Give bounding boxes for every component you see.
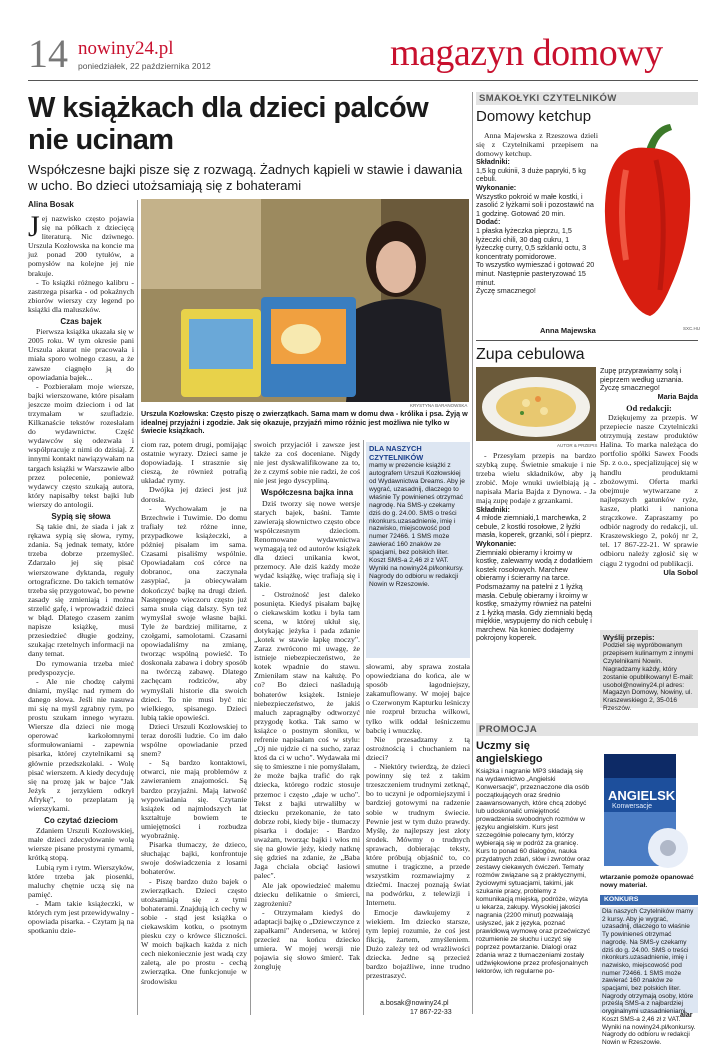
col4-p4: Emocje dawkujemy z wiekiem. Im dziecko starsze, tym lepiej rozumie, że coś jest fikcją, żartem, zmyśleniem. Dużo zależy też od wrażliwości dziecka. Jedne są przecież bardzo bojaźliwe, inne trudno przestraszyć. (366, 907, 470, 981)
col4-p3: - Niektóry twierdzą, że dzieci powinny się też z takim trzeszczeniem trudnymi zetknąć, bo to uczyni je odporniejszymi i bardziej gotowymi na radzenie sobie w trudnym świecie. Pewnie jest w tym dużo prawdy. Myślę, że najlepszy jest złoty środek. Mówmy o trudnych sprawach, dobierając teksty, które próbują objaśnić to, co smutne i tragiczne, a przede wszystkim rozmawiajmy z dziećmi. Inaczej poznają świat na podwórku, z telewizji i Internetu. (366, 762, 470, 908)
article-column-4 (366, 662, 470, 997)
ketchup-signature: Anna Majewska (540, 326, 596, 335)
page-number: 14 (28, 31, 68, 76)
col2-p1: ciom raz, potem drugi, pomijając ostatnie wyrazy. Dzieci same je dopowiadają. I strasznie się cieszą, że również potrafią układać rymy. (141, 440, 247, 486)
soup-ingredients-label: Składniki: (476, 504, 510, 514)
col-divider-1 (137, 200, 138, 1015)
promo-title: Uczmy się angielskiego (476, 740, 543, 765)
soup-signature: Maria Bajda (657, 391, 698, 401)
col-divider-2 (250, 440, 251, 1015)
ketchup-prep: Wszystko pokroić w małe kostki, i zasolić 2 łyżkami soli i pozostawić na 1 godzinę. Gotować 20 min. (476, 191, 594, 218)
col3-p4: Ale jak opowiedzieć małemu dziecku delikatnie o śmierci, zagrożeniu? (254, 880, 360, 908)
promo-section-label: PROMOCJA (476, 723, 698, 736)
book-title: ANGIELSKI (608, 788, 679, 803)
ketchup-wish: Życzę smacznego! (476, 286, 536, 296)
promo-signature: alar (680, 1012, 693, 1019)
col1-p3: Są takie dni, że siada i jak z rękawa sypią się słowa, rymy, zdania. Są jednak tematy, które trzeba dobrze przemyśleć. Zdarzało jej się pisać wierszowane dyktanda, reguły ortograficzne. Do takich tematów trzeba się przygotować, bo pewne zasady się zmieniają i można strzelić gafę, i wprowadzić dzieci w błąd. Dlatego czasem zanim napisze książkę, musi przesiedzieć długie godziny, szukając rzetelnych informacji na dany temat. (28, 522, 134, 659)
article-column-2 (141, 440, 247, 1015)
promo-text-2: wtarzanie pomoże opanować nowy materiał. (600, 874, 694, 889)
author-phone: 17 867-22-33 (410, 1009, 452, 1016)
book-subtitle: Konwersacje (612, 803, 653, 810)
ketchup-photo-credit: SXC.HU (683, 326, 701, 331)
author: Alina Bosak (28, 200, 74, 209)
ketchup-intro: Anna Majewska z Rzeszowa dzieli się z Czytelnikami przepisem na domowy ketchup. (476, 131, 598, 159)
pepper-illustration (596, 120, 700, 320)
col2-p6: Pisarka tłumaczy, że dzieco, słuchając bajki, konfrontuje swoje doświadczenia z losami bohaterów. (141, 840, 247, 877)
col4-p2: Nie przesadzamy z tą ostrożnością i chuchaniem na dzieci? (366, 734, 470, 762)
editor-note (600, 404, 698, 577)
section-title-part2: domowy (532, 32, 663, 74)
soup-intro: - Przesyłam przepis na bardzo szybką zupę. Świetnie smakuje i nie trzeba wielu składników, aby ją zrobić. Moje wnuki uwielbiają ją - napisała Maria Bajda z Dynowa. - Ja mają zupę podaje z grzankami. (476, 451, 596, 506)
col1-p7: Lubią rym i rytm. Wierszyków, które trzeba jak piosenki, maluchy chętnie uczą się na pamięć. (28, 862, 134, 899)
soup-closing-text: Zupę przyprawiamy solą i pieprzem według uznania. Życzę smacznego! (600, 366, 684, 393)
ketchup-section-label: SMAKOŁYKI CZYTELNIKÓW (476, 92, 698, 105)
subhead-1: Czas bajek (60, 317, 102, 327)
author-email: a.bosak@nowiny24.pl (380, 1000, 449, 1007)
col4-p1: słowami, aby sprawa została opowiedziana do końca, ale w sposób łagodniejszy, zakamuflowany. W mojej bajce o Czerwonym Kapturku leśniczy nie rozpruł brzucha wilkowi, tylko wilk oddał leśniczemu babcię i wnuczkę. (366, 662, 470, 735)
col3-p2: Dziś tworzy się nowe wersje starych bajek, baśni. Tamte zawierają słownictwo często obce współczesnym dzieciom. Renomowane wydawnictwa wymagają też od autorów książek dla dzieci unikania kwot, przemocy. Ale dziś każdy może wydać książkę, więc trafiają się i takie. (254, 498, 360, 590)
editor-title: Od redakcji: (626, 404, 672, 413)
col3-p1: swoich przyjaciół i zawsze jest także za coś doceniane. Nigdy nie jest dyskwalifikowane za to, że z czymś sobie nie radzi, że coś nie jest jego dyscypliną. (254, 440, 360, 486)
ketchup-prep-label: Wykonanie: (476, 183, 517, 193)
col1-p1: Pierwsza książka ukazała się w 2005 roku. W tym okresie pani Urszula akurat nie pracowała i miała sporo wolnego czasu, a że zawsze ciągnęło ją do opowiadania bajek... (28, 327, 134, 382)
site-name: nowiny24.pl (78, 38, 174, 59)
article-column-3 (254, 440, 360, 1015)
soup-illustration (476, 367, 596, 441)
contest-title: DLA NASZYCH CZYTELNIKÓW (369, 444, 424, 462)
editor-text: Dziękujemy za przepis. W przepiecie nasze Czytelniczki otrzymują zestaw produktów Halina. To marka należąca do portfolio spółki Sawex Foods Sp. z o.o., specjalizującej się w handlu produktami zbożowymi. Oferta marki obejmuje wytwarzane z najlepszych gatunków ryże, kasze, płatki i naniona strączkowe. Zapraszamy po odbiór nagrody do redakcji, ul. Kraszewskiego 2, pokój nr 2, tel. 17 867-22-21. W sprawie odbioru należy zgłosić się w ciągu 2 tygodni od publikacji. (600, 413, 698, 568)
col1-p6: Zdaniem Urszuli Kozłowskiej, małe dzieci zdecydowanie wolą wiersze pisane prostymi rymami, krótką stopą. (28, 826, 134, 863)
send-recipe-title: Wyślij przepis: (603, 633, 655, 642)
issue-date: poniedziałek, 22 października 2012 (78, 61, 211, 71)
send-recipe-text: Podziel się wypróbowanym przepisem kulinarnym z innymi Czytelnikami Nowin. Nagradzamy każdy, który zostanie opublikowany! E-mail: usobol@nowiny24.pl adres: Magazyn Domowy, Nowiny, ul. Kraszewskiego 2, 35-016 Rzeszów. (603, 642, 694, 713)
contest-box (366, 442, 470, 658)
header-rule (28, 80, 698, 81)
article-column-1 (28, 210, 134, 1014)
book-illustration (602, 752, 698, 872)
lead: Współczesne bajki pisze się z rozwagą. Żadnych kąpieli w stawie i dawania w ucho. Bo dzieci utożsamiają się z bohaterami (28, 162, 463, 193)
soup-recipe (476, 506, 596, 644)
book-cover-image (602, 752, 698, 872)
pepper-image (596, 120, 700, 320)
subhead-4: Współczesna bajka inna (260, 488, 354, 498)
soup-image (476, 367, 596, 441)
col2-p5: - Są bardzo kontaktowi, otwarci, nie mają problemów z zawieraniem znajomości. Są bardzo przyjaźni. Mają łatwość wypowiadania się. Czytanie książek od najmłodszych lat kształtuje bowiem te umiejętności i rozbudza wyobraźnię. (141, 758, 247, 841)
soup-rule (476, 340, 698, 341)
soup-ingredients: 4 młode ziemniaki,1 marchewka, 2 cebule, 2 kostki rosołowe, 2 łyżki masła, koperek, grzanki, sól i pieprz. (476, 513, 593, 540)
section-title (390, 33, 663, 73)
col1-p8: - Mam takie książeczki, w których rym jest przewidywalny - opowiada pisarka. - Czytam ją na spotkaniu dzie- (28, 898, 134, 936)
photo-illustration (141, 199, 469, 402)
col1-p5: - Ale nie chodzę całymi dniami, myśląc nad rymem do danego słowa. Jeśli nie nasuwa mi się na myśl zgrabny rym, po prostu szukam innego wyrazu. Wiersze dla dzieci nie mogą operować karkołomnymi sformułowaniami - zapewnia pisarka, której czytelnikami są głównie przedszkolaki. - Wolę pisać wierszem. A kiedy decyduję się na prozę jak w bajce "Jak Jeżyk z jerzykiem odkrył Afrykę", to przeplatam ją wierszykami. (28, 676, 134, 813)
editor-signature: Ula Sobol (663, 567, 698, 577)
col2-p4: Dzieci Urszuli Kozłowskiej to teraz dorośli ludzie. Co im dało wspólne opowiadanie przed snem? (141, 721, 247, 759)
soup-text (476, 451, 596, 719)
col1-p2: - Pozbierałam moje wiersze, bajki wierszowane, które pisałam jeszcze moim dzieciom i od lat trzymałam w szufladzie. Kilkanaście tekstów rozesłałam do wydawnictw. Część wydawców się odezwała i współpracuję z nimi do dzisiaj. Z innymi kontakt nawiązywałam na targach książki w Warszawie albo przez polecenie, ponieważ wydawcy często szukają autora, który napisałby tekst bajki lub wierszy do antologii. (28, 381, 134, 509)
promo-contest-label: KONKURS (600, 895, 698, 905)
contest-text: mamy w prezencie książki z autografem Urszuli Kozłowskiej od Wydawnictwa Dreams. Aby je wygrać, uzasadnij, dlaczego to właśnie Ty powinieneś otrzymać nagrodę. Na SMS-y czekamy dziś do g. 24.00. SMS o treści nkonkurs.uzasadnienie, imię i nazwisko, miejscowość pod numer 72466. 1 SMS może zawierać 160 znaków ze spacjami, bez polskich liter. Koszt SMS-a 2,46 zł z VAT. Wyniki na nowiny24.pl/konkursy. Nagrody do odbioru w redakcji Nowin w Rzeszowie. (369, 462, 465, 588)
soup-title: Zupa cebulowa (476, 346, 585, 363)
col3-p5: - Otrzymałam kiedyś do adaptacji bajkę o „Dziewczynce z zapałkami" Andersena, w której przecież na końcu dziecko umiera. W mojej wersji nie pojawia się słowo śmierć. Tak żongluję (254, 907, 360, 972)
ketchup-finish: To wszystko wymieszać i gotować 20 minut. Następnie pasteryzować 15 minut. (476, 260, 595, 287)
soup-photo-credit: AUTOR & PRZEPIS (557, 443, 598, 448)
col1-p4: Do rymowania trzeba mieć predyspozycje. (28, 658, 134, 677)
intro2-text: - To książki różnego kalibru - zastrzega pisarka - od pokaźnych zbiorów wierszy czy legend po książki dla maluszków. (28, 277, 134, 314)
ketchup-add: 1 płaska łyżeczka pieprzu, 1,5 łyżeczki chili, 30 dag cukru, 1 łyżeczkę curry, 0,5 szklanki octu, 3 koncentraty pomidorowe. (476, 226, 587, 261)
section-title-part1: magazyn (390, 32, 524, 74)
col3-p3: - Ostrożność jest daleko posunięta. Kiedyś pisałam bajkę o ciekawskim kotku i była tam scena, w której ukłuł się, dotykając jeżyka i pada zdanie „kotek w stawie łapkę moczy". Zaraz zwrócono mi uwagę, że istnieje niebezpieczeństwo, że kotek wpadnie do stawu. Zmieniłam staw na kałużę. Po co? Bo dzieci naśladują bohaterów książek. Istnieje niebezpieczeństwo, że jakiś maluch zapragnąłby odtworzyć przygodę kotka. Tak samo w książce o postnym słoniku, w refrenie napisałam coś w stylu: „Oj nie ujdzie ci na sucho, zaraz ktoś da ci w ucho". Wydawała mi się to śmieszne i nie pomyślałam, że może bajka trafić do rąk dziecka, którego rodzic stosuje przemoc i często „daje w ucho". Tekst z bajki utrwaliłby w dziecku przekonanie, że tato dobrze robi, kiedy bije - tłumaczy pisarka i dodaje: - Bardzo uważam, tworząc bajki i włos mi się na głowie jeży, kiedy natknę się gdzieś na zdanie, że „Baba Jaga chciała obciąć łasiowi palec". (254, 589, 360, 881)
ketchup-title: Domowy ketchup (476, 108, 592, 125)
ketchup-text (476, 131, 598, 296)
subhead-3: Co czytać dzieciom (44, 816, 118, 826)
author-photo (141, 199, 469, 402)
send-recipe-box (600, 630, 698, 713)
col2-p7: - Piszę bardzo dużo bajek o zwierzątkach. Dzieci często utożsamiają się z tymi bohaterami. Znajdują ich cechy w sobie - stąd jest książka o ciekawskim kotku, o psotnym piesku czy o krówce śliczności. W moich bajkach każda z nich cech niekoniecznie jest wadą czy zaletą, ale po prostu - cechą zwierzątka. One funkcjonuje w środowisku (141, 876, 247, 986)
right-divider (472, 92, 473, 1014)
dropcap: J (28, 210, 40, 243)
soup-prep-label: Wykonanie: (476, 538, 517, 548)
soup-prep: Ziemniaki obieramy i kroimy w kostkę, zalewamy wodą z dodatkiem kostek rosołowych. Marchew obieramy i ścieramy na tarce. Podsmażamy na patelni z 1 łyżką masła. Cebulę obieramy i kroimy w kostkę, smażymy również na patelni z 1 łyżką masła. Gdy ziemniaki będą miękkie, wsypujemy do nich cebulę i marchew. Na koniec dodajemy pokrojony koperek. (476, 547, 593, 643)
ketchup-recipe (476, 158, 598, 296)
ketchup-add-label: Dodać: (476, 217, 501, 227)
headline: W książkach dla dzieci palców nie ucinam (28, 92, 429, 156)
ketchup-ingredients: 1,5 kg cukinii, 3 duże papryki, 5 kg cebuli. (476, 165, 586, 184)
promo-text: Książka i nagranie MP3 składają się na wydawnictwo „Angielski Konwersacje", przeznaczone dla osób początkujących oraz średnio zaawansowanych, które chcą zdobyć lub udoskonalić umiejętność prowadzenia swobodnych rozmów w języku angielskim. Kurs jest szczególnie polecany tym, którzy wybierają się w podróż za granicę. Kurs to ponad 60 dialogów, nauka przydatnych zdań, słów i zwrotów oraz zestawy ciekawych ćwiczeń. Tematy rozmów związane są z praktycznymi, życiowymi sytuacjami, takimi, jak szukanie pracy, problemy z komunikacją miejską, podróże, wizyta u lekarza, zakupy. Wysokiej jakości nagrania (2200 minut) pozwalają usłyszeć, jak z języka, poznać prawidłową wymowę oraz przećwiczyć rozumienie ze słuchu i uczyć się poprzez powtarzanie. Dialogi oraz zdania wraz z tłumaczeniami zostały udźwiękowione przez profesjonalnych lektorów, ich regularne po- (476, 768, 591, 975)
soup-closing (600, 367, 698, 401)
photo-caption: Urszula Kozłowska: Często piszę o zwierzątkach. Sama mam w domu dwa - królika i psa. Żyją w idealnej przyjaźni i zgodzie. Jak się okazuje, przyjaźń mimo różnic jest możliwa nie tylko w świecie książkach. (141, 409, 468, 436)
col-divider-3 (363, 440, 364, 1015)
col2-p3: - Wychowałam je na Brzechwie i Tuwimie. Do domu trafiały też różne inne, przypadkowe książeczki, a później pisałam im sama. Czasami pisaliśmy wspólnie. Opowiadałam coś córce na dobranoc, ona zaczynała zasypiać, ja obiecywałam dokończyć bajkę na drugi dzień. Następnego wieczoru często już sama snuła ciąg dalszy. Syn też wymyślał swoje własne bajki. Tyle że bardziej militarne, z czołgami, samolotami. Czasami opowiadaliśmy na zmianę, tworząc wspólną powieść. To doskonała zabawa i dobry sposób na twórczą zabawę. Dlatego zachęcam rodziców, aby wymyślali historie dla swoich dzieci. To nie musi być nic wielkiego, spisanego. Dzieci lubią takie opowieści. (141, 503, 247, 722)
col2-p2: Dwójka jej dzieci jest już dorosła. (141, 485, 247, 504)
ketchup-ingredients-label: Składniki: (476, 157, 510, 167)
intro-text: ej nazwisko często pojawia się na półkach z dziecięcą literaturą. Nic dziwnego. Urszula Kozłowska na koncie ma już ponad 200 tytułów, a pomysłów na kolejne jej nie brakuje. (28, 214, 134, 278)
photo-credit: KRYSTYNA BARANOWSKA (410, 403, 468, 408)
subhead-2: Sypią się słowa (51, 512, 111, 521)
promo-contest-text: Dla naszych Czytelników mamy 2 kursy. Aby je wygrać, uzasadnij, dlaczego to właśnie Ty powinieneś otrzymać nagrodę. Na SMS-y czekamy dziś do g. 24.00. SMS o treści nkonkurs.uzasadnienie, imię i nazwisko, miejscowość pod numer 72466. 1 SMS może zawierać 160 znaków ze spacjami, bez polskich liter. Nagrody otrzymają osoby, które prześlą SMS-a z najbardziej oryginalnymi uzasadnieniami. Koszt SMS-a 2,46 zł z VAT. Wyniki na nowiny24.pl/konkursy. Nagrody do odbioru w redakcji Nowin w Rzeszowie. (600, 907, 698, 1013)
